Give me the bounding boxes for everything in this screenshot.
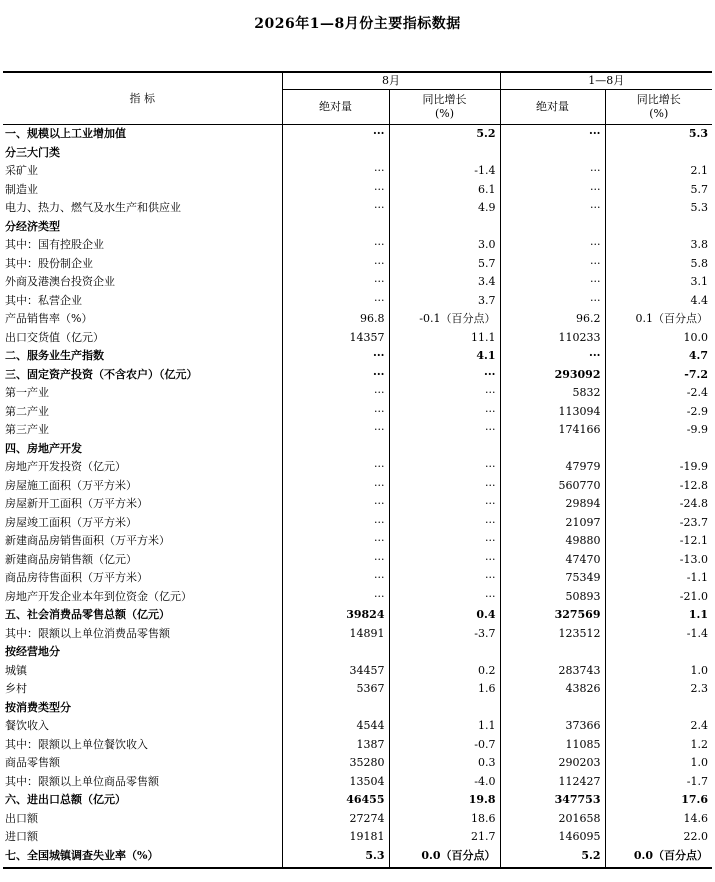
ytd-absolute-cell: 37366 xyxy=(500,717,605,736)
table-row xyxy=(3,532,712,551)
ytd-yoy-cell: 1.0 xyxy=(605,754,712,773)
month-yoy-cell: ··· xyxy=(389,532,500,551)
ytd-yoy-cell xyxy=(605,144,712,163)
row-label: 六、进出口总额（亿元） xyxy=(5,793,126,806)
table-row xyxy=(3,791,712,810)
row-label: 采矿业 xyxy=(5,164,38,177)
row-label: 新建商品房销售面积（万平方米） xyxy=(5,534,170,547)
month-absolute-cell xyxy=(282,699,389,718)
row-label: 三、固定资产投资（不含农户）（亿元） xyxy=(5,367,198,381)
month-absolute-cell: ··· xyxy=(282,495,389,514)
ytd-absolute-cell: ··· xyxy=(500,181,605,200)
row-label: 其中：股份制企业 xyxy=(5,256,93,270)
table-row xyxy=(3,458,712,477)
page-title: 2026年1—8月份主要指标数据 xyxy=(254,16,461,32)
table-row xyxy=(3,218,712,237)
month-yoy-cell: ··· xyxy=(389,366,500,385)
ytd-yoy-cell: 2.1 xyxy=(605,162,712,181)
month-absolute-cell xyxy=(282,440,389,459)
indicator-table xyxy=(3,71,712,869)
month-absolute-cell: ··· xyxy=(282,292,389,311)
ytd-absolute-cell: ··· xyxy=(500,292,605,311)
month-yoy-cell: ··· xyxy=(389,495,500,514)
month-yoy-cell: -0.1（百分点） xyxy=(389,310,500,329)
ytd-yoy-cell: -24.8 xyxy=(605,495,712,514)
row-label: 按经营地分 xyxy=(5,645,60,658)
month-absolute-cell: ··· xyxy=(282,551,389,570)
month-absolute-cell: 4544 xyxy=(282,717,389,736)
month-yoy-cell: -3.7 xyxy=(389,625,500,644)
row-label: 出口额 xyxy=(5,811,38,825)
month-absolute-cell: ··· xyxy=(282,477,389,496)
month-absolute-cell: ··· xyxy=(282,199,389,218)
row-label: 二、服务业生产指数 xyxy=(5,349,104,362)
month-yoy-cell: 0.2 xyxy=(389,662,500,681)
ytd-yoy-cell: 0.0（百分点） xyxy=(605,847,712,868)
ytd-absolute-cell: 5832 xyxy=(500,384,605,403)
ytd-absolute-cell: 113094 xyxy=(500,403,605,422)
ytd-yoy-cell: -2.4 xyxy=(605,384,712,403)
table-row xyxy=(3,125,712,144)
ytd-absolute-cell xyxy=(500,218,605,237)
ytd-absolute-cell: 47470 xyxy=(500,551,605,570)
ytd-yoy-cell xyxy=(605,440,712,459)
ytd-yoy-cell: -1.1 xyxy=(605,569,712,588)
row-label: 第三产业 xyxy=(5,423,49,436)
table-row xyxy=(3,236,712,255)
table-row xyxy=(3,384,712,403)
month-yoy-cell xyxy=(389,440,500,459)
table-row xyxy=(3,347,712,366)
ytd-absolute-cell: 50893 xyxy=(500,588,605,607)
ytd-absolute-cell: 146095 xyxy=(500,828,605,847)
ytd-absolute-cell: 96.2 xyxy=(500,310,605,329)
row-label: 产品销售率（%） xyxy=(5,312,93,325)
month-yoy-cell: 3.7 xyxy=(389,292,500,311)
table-row xyxy=(3,495,712,514)
ytd-yoy-cell xyxy=(605,218,712,237)
table-row xyxy=(3,643,712,662)
table-row xyxy=(3,421,712,440)
row-label: 房屋施工面积（万平方米） xyxy=(5,478,137,492)
table-row xyxy=(3,366,712,385)
row-label: 出口交货值（亿元） xyxy=(5,330,104,344)
month-yoy-cell: ··· xyxy=(389,514,500,533)
table-row xyxy=(3,477,712,496)
month-absolute-cell: 19181 xyxy=(282,828,389,847)
month-yoy-cell xyxy=(389,218,500,237)
row-label: 分三大门类 xyxy=(5,145,60,159)
month-absolute-cell xyxy=(282,144,389,163)
row-label: 其中：限额以上单位消费品零售额 xyxy=(5,626,170,640)
month-yoy-cell: 0.0（百分点） xyxy=(389,847,500,868)
ytd-absolute-cell: 29894 xyxy=(500,495,605,514)
ytd-absolute-cell: 201658 xyxy=(500,810,605,829)
month-absolute-cell: ··· xyxy=(282,162,389,181)
table-row xyxy=(3,181,712,200)
month-yoy-cell: ··· xyxy=(389,569,500,588)
ytd-absolute-cell: ··· xyxy=(500,199,605,218)
ytd-absolute-cell: ··· xyxy=(500,273,605,292)
table-row xyxy=(3,717,712,736)
month-yoy-cell: 4.1 xyxy=(389,347,500,366)
table-row xyxy=(3,255,712,274)
ytd-absolute-cell xyxy=(500,699,605,718)
month-absolute-cell xyxy=(282,218,389,237)
month-yoy-cell: ··· xyxy=(389,384,500,403)
table-header xyxy=(3,72,712,125)
month-period-header: 8月 xyxy=(282,72,500,90)
row-label: 一、规模以上工业增加值 xyxy=(5,127,126,140)
row-label: 进口额 xyxy=(5,830,38,843)
ytd-absolute-cell: 110233 xyxy=(500,329,605,348)
row-label: 餐饮收入 xyxy=(5,719,49,732)
month-yoy-cell: 1.6 xyxy=(389,680,500,699)
table-row xyxy=(3,440,712,459)
month-absolute-cell: 35280 xyxy=(282,754,389,773)
table-row xyxy=(3,810,712,829)
month-yoy-header xyxy=(389,90,500,125)
row-label: 其中：国有控股企业 xyxy=(5,238,104,251)
ytd-absolute-cell: ··· xyxy=(500,162,605,181)
ytd-absolute-cell: 560770 xyxy=(500,477,605,496)
month-yoy-cell: ··· xyxy=(389,421,500,440)
month-yoy-cell: ··· xyxy=(389,588,500,607)
month-absolute-cell: ··· xyxy=(282,403,389,422)
ytd-absolute-cell: 293092 xyxy=(500,366,605,385)
month-yoy-cell: ··· xyxy=(389,551,500,570)
table-row xyxy=(3,847,712,868)
month-yoy-cell: 18.6 xyxy=(389,810,500,829)
row-label: 房屋新开工面积（万平方米） xyxy=(5,497,148,510)
month-yoy-cell: 0.4 xyxy=(389,606,500,625)
month-yoy-cell: -0.7 xyxy=(389,736,500,755)
month-absolute-cell: 14357 xyxy=(282,329,389,348)
month-absolute-cell: ··· xyxy=(282,366,389,385)
row-label: 其中：限额以上单位餐饮收入 xyxy=(5,737,148,751)
month-yoy-cell: 3.4 xyxy=(389,273,500,292)
month-absolute-cell: ··· xyxy=(282,569,389,588)
ytd-absolute-cell: ··· xyxy=(500,125,605,144)
ytd-absolute-cell: 47979 xyxy=(500,458,605,477)
table-row xyxy=(3,403,712,422)
ytd-yoy-cell: 3.8 xyxy=(605,236,712,255)
ytd-yoy-cell: -23.7 xyxy=(605,514,712,533)
month-absolute-cell: ··· xyxy=(282,384,389,403)
row-label: 其中：限额以上单位商品零售额 xyxy=(5,774,159,788)
ytd-absolute-cell: 5.2 xyxy=(500,847,605,868)
row-label: 乡村 xyxy=(5,682,27,695)
table-row xyxy=(3,199,712,218)
ytd-yoy-cell: 2.4 xyxy=(605,717,712,736)
ytd-absolute-cell xyxy=(500,144,605,163)
month-absolute-cell: 5367 xyxy=(282,680,389,699)
month-yoy-cell: ··· xyxy=(389,477,500,496)
table-row xyxy=(3,329,712,348)
month-absolute-cell xyxy=(282,643,389,662)
month-yoy-cell: 1.1 xyxy=(389,717,500,736)
month-yoy-cell: 6.1 xyxy=(389,181,500,200)
month-absolute-cell: ··· xyxy=(282,255,389,274)
table-row xyxy=(3,162,712,181)
table-row xyxy=(3,551,712,570)
row-label: 房地产开发投资（亿元） xyxy=(5,460,126,473)
month-yoy-cell: ··· xyxy=(389,403,500,422)
indicator-column-header: 指 标 xyxy=(3,72,282,125)
ytd-yoy-cell: 1.1 xyxy=(605,606,712,625)
ytd-yoy-cell: 0.1（百分点） xyxy=(605,310,712,329)
ytd-yoy-header xyxy=(605,90,712,125)
table-row xyxy=(3,754,712,773)
month-absolute-header: 绝对量 xyxy=(282,90,389,125)
row-label: 商品零售额 xyxy=(5,756,60,769)
row-label: 第二产业 xyxy=(5,404,49,418)
ytd-yoy-cell: 17.6 xyxy=(605,791,712,810)
ytd-yoy-cell: 4.7 xyxy=(605,347,712,366)
ytd-yoy-cell xyxy=(605,643,712,662)
ytd-absolute-cell: 123512 xyxy=(500,625,605,644)
month-yoy-cell: 4.9 xyxy=(389,199,500,218)
table-row xyxy=(3,273,712,292)
ytd-absolute-cell: 49880 xyxy=(500,532,605,551)
row-label: 新建商品房销售额（亿元） xyxy=(5,552,137,566)
month-absolute-cell: ··· xyxy=(282,125,389,144)
ytd-absolute-cell: 327569 xyxy=(500,606,605,625)
month-absolute-cell: ··· xyxy=(282,514,389,533)
month-absolute-cell: ··· xyxy=(282,421,389,440)
table-row xyxy=(3,625,712,644)
table-row xyxy=(3,310,712,329)
month-yoy-cell: -1.4 xyxy=(389,162,500,181)
month-yoy-cell: 11.1 xyxy=(389,329,500,348)
table-row xyxy=(3,144,712,163)
table-body xyxy=(3,125,712,868)
ytd-yoy-cell: -19.9 xyxy=(605,458,712,477)
ytd-yoy-cell: -13.0 xyxy=(605,551,712,570)
ytd-period-header: 1—8月 xyxy=(500,72,712,90)
month-absolute-cell: 1387 xyxy=(282,736,389,755)
ytd-yoy-cell: 1.0 xyxy=(605,662,712,681)
row-label: 商品房待售面积（万平方米） xyxy=(5,571,148,584)
table-row xyxy=(3,773,712,792)
month-absolute-cell: 14891 xyxy=(282,625,389,644)
month-absolute-cell: 13504 xyxy=(282,773,389,792)
month-absolute-cell: 39824 xyxy=(282,606,389,625)
ytd-yoy-cell: -12.8 xyxy=(605,477,712,496)
ytd-yoy-cell: 1.2 xyxy=(605,736,712,755)
ytd-yoy-cell: 5.8 xyxy=(605,255,712,274)
month-yoy-cell xyxy=(389,699,500,718)
month-yoy-cell xyxy=(389,144,500,163)
row-label: 七、全国城镇调查失业率（%） xyxy=(5,849,159,863)
ytd-yoy-cell: 22.0 xyxy=(605,828,712,847)
month-absolute-cell: 5.3 xyxy=(282,847,389,868)
ytd-absolute-cell: 11085 xyxy=(500,736,605,755)
table-row xyxy=(3,680,712,699)
ytd-yoy-cell xyxy=(605,699,712,718)
row-label: 第一产业 xyxy=(5,386,49,399)
yoy-label: 同比增长 xyxy=(422,93,467,106)
table-row xyxy=(3,588,712,607)
ytd-yoy-cell: -9.9 xyxy=(605,421,712,440)
row-label: 四、房地产开发 xyxy=(5,441,82,455)
month-yoy-cell: ··· xyxy=(389,458,500,477)
month-yoy-cell: 5.7 xyxy=(389,255,500,274)
ytd-yoy-cell: 14.6 xyxy=(605,810,712,829)
month-absolute-cell: 27274 xyxy=(282,810,389,829)
ytd-yoy-cell: 2.3 xyxy=(605,680,712,699)
ytd-yoy-cell: -2.9 xyxy=(605,403,712,422)
ytd-yoy-cell: -1.4 xyxy=(605,625,712,644)
row-label: 外商及港澳台投资企业 xyxy=(5,275,115,288)
month-yoy-cell: 19.8 xyxy=(389,791,500,810)
ytd-yoy-cell: 5.3 xyxy=(605,199,712,218)
row-label: 分经济类型 xyxy=(5,219,60,233)
month-absolute-cell: ··· xyxy=(282,588,389,607)
row-label: 其中：私营企业 xyxy=(5,293,82,307)
month-yoy-cell: -4.0 xyxy=(389,773,500,792)
month-yoy-cell: 21.7 xyxy=(389,828,500,847)
month-absolute-cell: ··· xyxy=(282,532,389,551)
month-absolute-cell: ··· xyxy=(282,236,389,255)
table-row xyxy=(3,828,712,847)
table-row xyxy=(3,662,712,681)
ytd-yoy-cell: -7.2 xyxy=(605,366,712,385)
month-yoy-cell: 3.0 xyxy=(389,236,500,255)
percent-unit-label: (%) xyxy=(434,107,455,120)
ytd-yoy-cell: 10.0 xyxy=(605,329,712,348)
ytd-absolute-cell: 174166 xyxy=(500,421,605,440)
ytd-yoy-cell: -1.7 xyxy=(605,773,712,792)
ytd-absolute-cell xyxy=(500,643,605,662)
month-yoy-cell xyxy=(389,643,500,662)
month-absolute-cell: ··· xyxy=(282,273,389,292)
month-yoy-cell: 5.2 xyxy=(389,125,500,144)
month-yoy-cell: 0.3 xyxy=(389,754,500,773)
month-absolute-cell: 46455 xyxy=(282,791,389,810)
table-row xyxy=(3,736,712,755)
row-label: 城镇 xyxy=(5,663,27,677)
row-label: 制造业 xyxy=(5,182,38,196)
ytd-yoy-cell: -12.1 xyxy=(605,532,712,551)
ytd-yoy-cell: 3.1 xyxy=(605,273,712,292)
table-row xyxy=(3,699,712,718)
table-row xyxy=(3,606,712,625)
month-absolute-cell: 96.8 xyxy=(282,310,389,329)
table-row xyxy=(3,514,712,533)
ytd-absolute-header: 绝对量 xyxy=(500,90,605,125)
row-label: 房屋竣工面积（万平方米） xyxy=(5,515,137,529)
month-absolute-cell: ··· xyxy=(282,458,389,477)
table-row xyxy=(3,569,712,588)
yoy-label: 同比增长 xyxy=(636,93,681,106)
ytd-absolute-cell: 112427 xyxy=(500,773,605,792)
ytd-absolute-cell: 283743 xyxy=(500,662,605,681)
ytd-absolute-cell: 290203 xyxy=(500,754,605,773)
ytd-absolute-cell: 21097 xyxy=(500,514,605,533)
ytd-absolute-cell: ··· xyxy=(500,255,605,274)
ytd-yoy-cell: 4.4 xyxy=(605,292,712,311)
percent-unit-label: (%) xyxy=(649,107,669,120)
row-label: 房地产开发企业本年到位资金（亿元） xyxy=(5,589,192,603)
row-label: 电力、热力、燃气及水生产和供应业 xyxy=(5,201,181,214)
ytd-absolute-cell: 75349 xyxy=(500,569,605,588)
ytd-absolute-cell xyxy=(500,440,605,459)
row-label: 五、社会消费品零售总额（亿元） xyxy=(5,608,170,621)
ytd-absolute-cell: 43826 xyxy=(500,680,605,699)
month-absolute-cell: ··· xyxy=(282,347,389,366)
row-label: 按消费类型分 xyxy=(5,700,71,714)
ytd-yoy-cell: 5.7 xyxy=(605,181,712,200)
ytd-absolute-cell: ··· xyxy=(500,236,605,255)
table-row xyxy=(3,292,712,311)
ytd-yoy-cell: 5.3 xyxy=(605,125,712,144)
ytd-yoy-cell: -21.0 xyxy=(605,588,712,607)
month-absolute-cell: ··· xyxy=(282,181,389,200)
ytd-absolute-cell: 347753 xyxy=(500,791,605,810)
month-absolute-cell: 34457 xyxy=(282,662,389,681)
ytd-absolute-cell: ··· xyxy=(500,347,605,366)
